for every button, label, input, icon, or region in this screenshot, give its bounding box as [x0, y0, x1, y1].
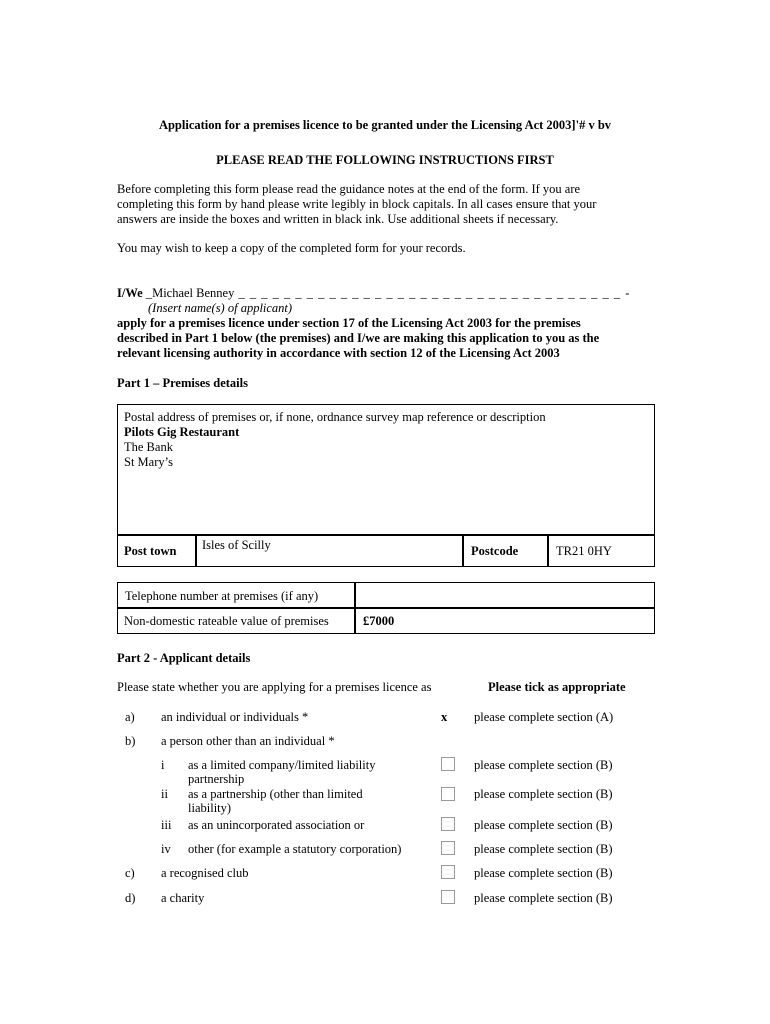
address-label: Postal address of premises or, if none, ordnance survey map reference or description [124, 410, 546, 424]
option-text-line: liability) [188, 801, 232, 815]
divider [354, 582, 356, 634]
apply-line: relevant licensing authority in accordance with section 12 of the Licensing Act 2003 [117, 346, 560, 360]
option-partnership-label [188, 787, 363, 815]
tick-partnership-checkbox[interactable] [441, 787, 455, 801]
option-marker: b) [125, 734, 136, 748]
part2-prompt: Please state whether you are applying for a premises licence as [117, 680, 432, 694]
intro-line: Before completing this form please read the guidance notes at the end of the form. If you are [117, 182, 581, 196]
option-other-label: other (for example a statutory corporation) [188, 842, 402, 856]
post-town-field[interactable]: Isles of Scilly [202, 538, 271, 552]
option-text-line: as a limited company/limited liability [188, 758, 376, 772]
option-section-note: please complete section (B) [474, 818, 613, 832]
option-association-label: as an unincorporated association or [188, 818, 365, 832]
divider [195, 534, 197, 567]
divider [117, 607, 655, 609]
postcode-label: Postcode [471, 544, 519, 558]
applicant-line: I/We _Michael Benney _ _ _ _ _ _ _ _ _ _ _ _ _ _ _ _ _ _ _ _ _ _ _ _ _ _ _ _ _ _ _ _ _ _ - [117, 286, 631, 300]
option-marker: iv [161, 842, 171, 856]
option-section-note: please complete section (B) [474, 842, 613, 856]
divider [462, 534, 464, 567]
option-section-note: please complete section (A) [474, 710, 614, 724]
tick-charity-checkbox[interactable] [441, 890, 455, 904]
apply-line: apply for a premises licence under section 17 of the Licensing Act 2003 for the premises [117, 316, 581, 330]
option-marker: ii [161, 787, 168, 801]
part1-heading: Part 1 – Premises details [117, 376, 248, 390]
address-line[interactable]: The Bank [124, 440, 173, 454]
divider [547, 534, 549, 567]
rateable-value-field[interactable]: £7000 [363, 614, 395, 628]
option-charity-label: a charity [161, 891, 205, 905]
option-section-note: please complete section (B) [474, 866, 613, 880]
premises-address [124, 410, 546, 470]
option-marker: c) [125, 866, 135, 880]
option-limited-company-label [188, 758, 375, 786]
option-section-note: please complete section (B) [474, 787, 613, 801]
apply-statement [117, 316, 662, 361]
rateable-value-label: Non-domestic rateable value of premises [124, 614, 329, 628]
tick-other-checkbox[interactable] [441, 841, 455, 855]
intro-line: answers are inside the boxes and written in black ink. Use additional sheets if necessary. [117, 212, 559, 226]
tick-association-checkbox[interactable] [441, 817, 455, 831]
option-marker: d) [125, 891, 136, 905]
apply-line: described in Part 1 below (the premises) and I/we are making this application to you as the [117, 331, 600, 345]
address-line[interactable]: Pilots Gig Restaurant [124, 425, 240, 439]
option-section-note: please complete section (B) [474, 758, 613, 772]
divider [117, 534, 655, 536]
applicant-name-field[interactable]: Michael Benney [152, 286, 235, 300]
option-text-line: as a partnership (other than limited [188, 787, 363, 801]
option-section-note: please complete section (B) [474, 891, 613, 905]
option-marker: a) [125, 710, 135, 724]
tick-limited-company-checkbox[interactable] [441, 757, 455, 771]
option-marker: i [161, 758, 165, 772]
option-text-line: partnership [188, 772, 245, 786]
post-town-label: Post town [124, 544, 177, 558]
option-club-label: a recognised club [161, 866, 249, 880]
option-individual-label: an individual or individuals * [161, 710, 309, 724]
address-line[interactable]: St Mary’s [124, 455, 173, 469]
option-marker: iii [161, 818, 172, 832]
part2-heading: Part 2 - Applicant details [117, 651, 251, 665]
intro-paragraph [117, 182, 657, 227]
option-other-person-label: a person other than an individual * [161, 734, 335, 748]
applicant-hint: (Insert name(s) of applicant) [148, 301, 293, 315]
instructions-heading: PLEASE READ THE FOLLOWING INSTRUCTIONS FIRST [216, 153, 554, 167]
applicant-label: I/We [117, 286, 143, 300]
telephone-label: Telephone number at premises (if any) [125, 589, 319, 603]
form-title: Application for a premises licence to be granted under the Licensing Act 2003]'# v bv [158, 118, 612, 132]
postcode-field[interactable]: TR21 0HY [556, 544, 612, 558]
tick-individual-checkbox[interactable]: x [441, 710, 448, 724]
tick-club-checkbox[interactable] [441, 865, 455, 879]
tick-heading: Please tick as appropriate [488, 680, 626, 694]
copy-note: You may wish to keep a copy of the completed form for your records. [117, 241, 466, 255]
intro-line: completing this form by hand please write legibly in block capitals. In all cases ensure that your [117, 197, 597, 211]
